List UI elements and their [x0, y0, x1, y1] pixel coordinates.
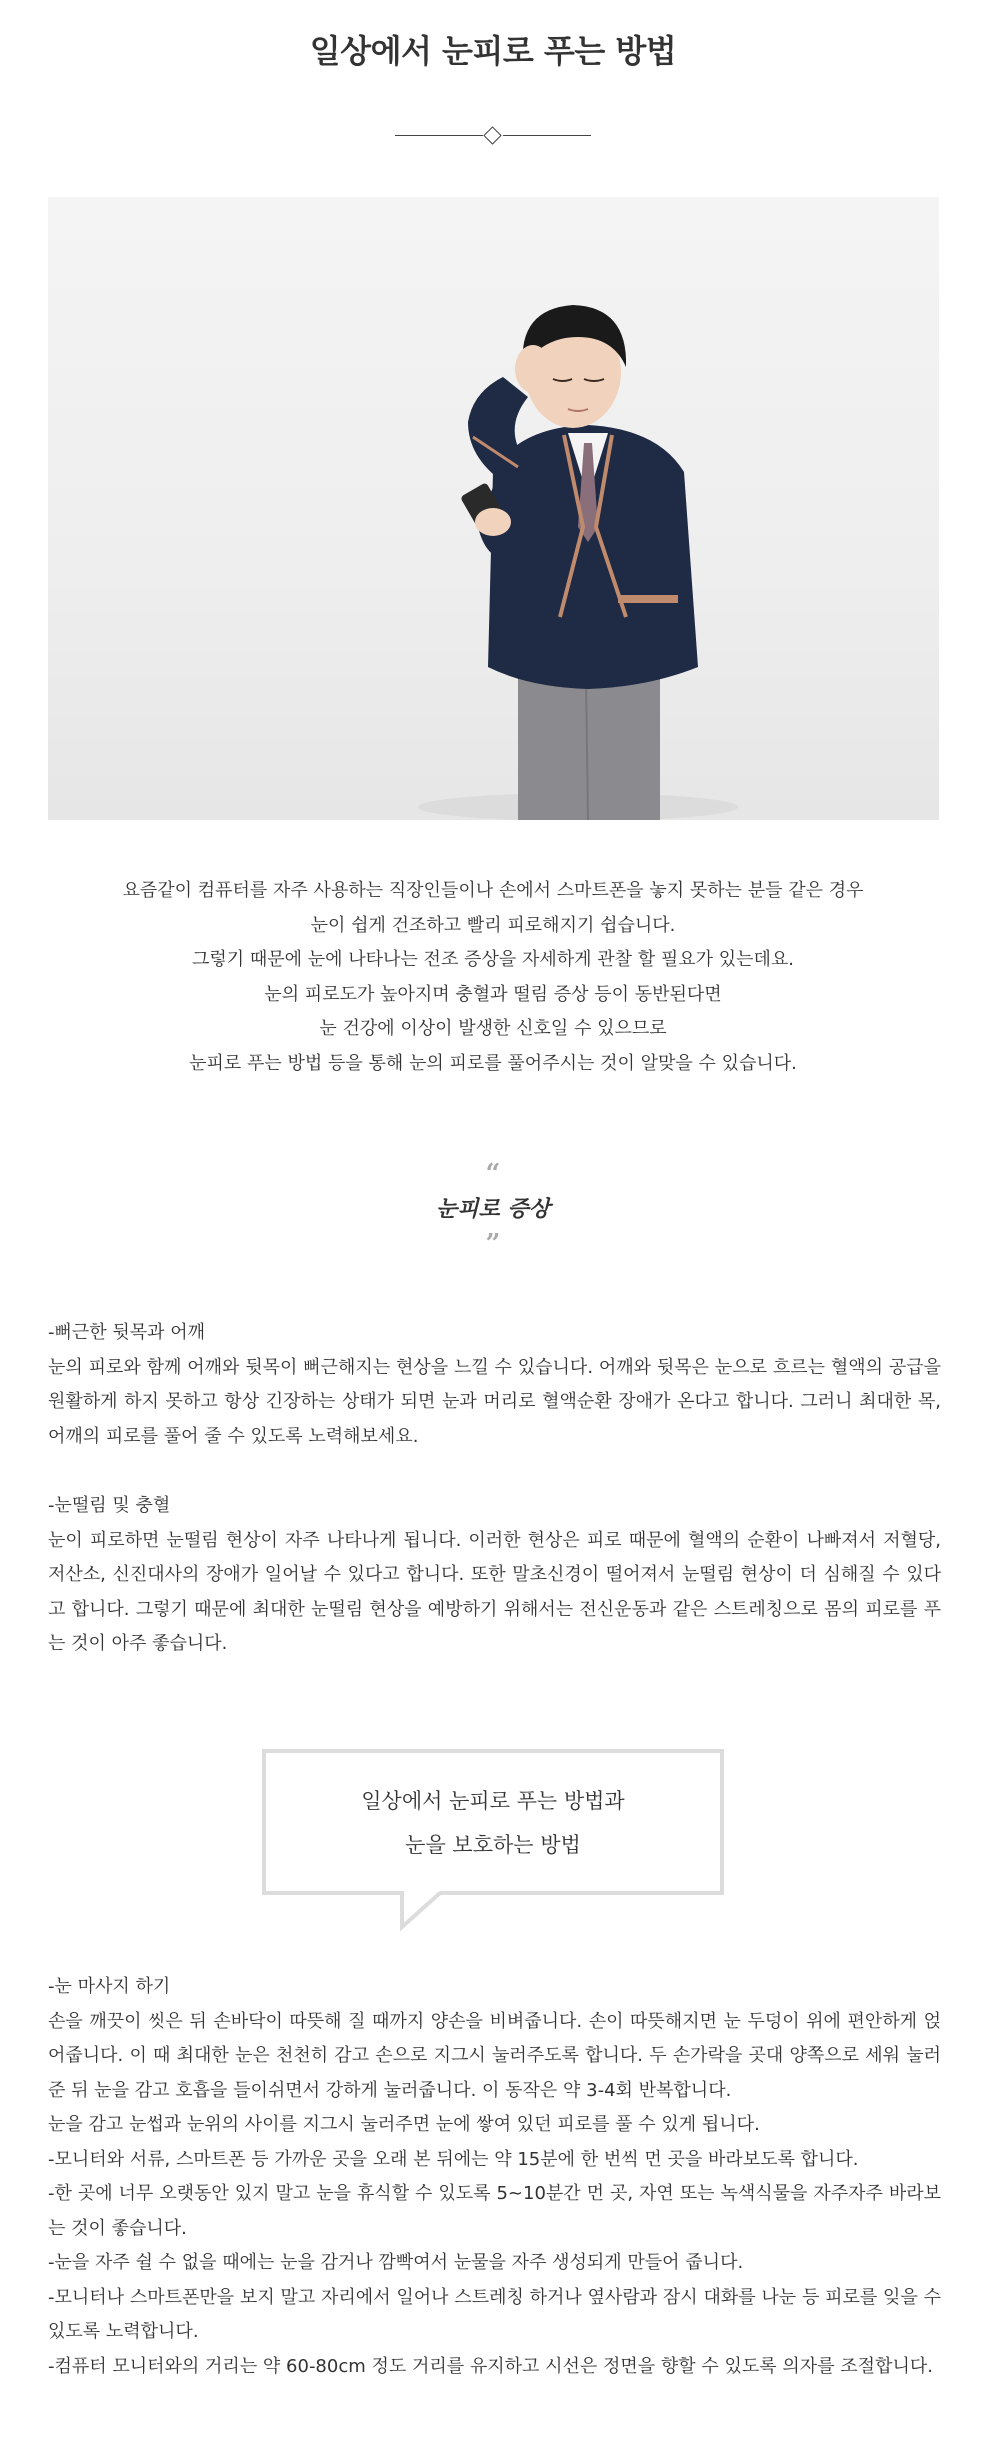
intro-line: 눈이 쉽게 건조하고 빨리 피로해지기 쉽습니다.: [310, 914, 676, 936]
method-body: 눈을 감고 눈썹과 눈위의 사이를 지그시 눌러주면 눈에 쌓여 있던 피로를 풀 수 있게 됩니다.: [48, 2114, 760, 2135]
intro-line: 눈 건강에 이상이 발생한 신호일 수 있으므로: [319, 1018, 667, 1039]
symptom-quote-heading: [0, 1160, 986, 1258]
close-quote-icon: ”: [485, 1229, 501, 1259]
method-body: 손을 깨끗이 씻은 뒤 손바닥이 따뜻해 질 때까지 양손을 비벼줍니다. 손이 따뜻해지면 눈 두덩이 위에 편안하게 얹어줍니다. 이 때 최대한 눈은 천천히 감고 손으로 지그시 눌러주도록 합니다. 두 손가락을 곳대 양쪽으로 세워 눌러준 뒤 눈을 감고 호흡을 들이쉬면서 강하게 눌러줍니다. 이 동작은 약 3-4회 반복합니다.: [48, 2010, 941, 2101]
speech-bubble-tail: [400, 1891, 444, 1931]
method-heading: -눈 마사지 하기: [48, 1976, 171, 1997]
symptom-heading: -뻐근한 뒷목과 어깨: [48, 1322, 206, 1343]
intro-paragraph: [0, 874, 986, 1081]
divider-line-left: [395, 135, 483, 136]
divider-line-right: [503, 135, 591, 136]
intro-line: 눈피로 푸는 방법 등을 통해 눈의 피로를 풀어주시는 것이 알맞을 수 있습니다.: [189, 1052, 797, 1074]
method-item: -모니터와 서류, 스마트폰 등 가까운 곳을 오래 본 뒤에는 약 15분에 한 번씩 먼 곳을 바라보도록 합니다.: [48, 2148, 859, 2170]
method-item: -컴퓨터 모니터와의 거리는 약 60-80cm 정도 거리를 유지하고 시선은 정면을 향할 수 있도록 의자를 조절합니다.: [48, 2355, 933, 2377]
student-illustration: [48, 197, 939, 820]
intro-line: 요즘같이 컴퓨터를 자주 사용하는 직장인들이나 손에서 스마트폰을 놓지 못하는 분들 같은 경우: [122, 880, 864, 901]
diamond-icon: [483, 126, 501, 144]
speech-bubble: [262, 1749, 724, 1895]
symptom-twitching-redness: [48, 1489, 941, 1662]
section-heading: 눈피로 증상: [436, 1196, 550, 1222]
method-item: -눈을 자주 쉴 수 없을 때에는 눈을 감거나 깜빡여서 눈물을 자주 생성되게 만들어 줍니다.: [48, 2252, 744, 2273]
bubble-line: 눈을 보호하는 방법: [405, 1833, 581, 1857]
intro-line: 그렇기 때문에 눈에 나타나는 전조 증상을 자세하게 관찰 할 필요가 있는데요.: [192, 949, 794, 970]
symptom-neck-shoulder: [48, 1316, 941, 1454]
title-divider: [395, 124, 591, 148]
symptom-body: 눈의 피로와 함께 어깨와 뒷목이 뻐근해지는 현상을 느낄 수 있습니다. 어깨와 뒷목은 눈으로 흐르는 혈액의 공급을 원활하게 하지 못하고 항상 긴장하는 상태가 되면 눈과 머리로 혈액순환 장애가 온다고 합니다. 그러니 최대한 목, 어깨의 피로를 풀어 줄 수 있도록 노력해보세요.: [48, 1356, 941, 1447]
method-item: -모니터나 스마트폰만을 보지 말고 자리에서 일어나 스트레칭 하거나 옆사람과 잠시 대화를 나눈 등 피로를 잊을 수 있도록 노력합니다.: [48, 2286, 941, 2342]
symptom-heading: -눈떨림 및 충혈: [48, 1495, 171, 1516]
intro-line: 눈의 피로도가 높아지며 충혈과 떨림 증상 등이 동반된다면: [264, 983, 722, 1005]
method-item: -한 곳에 너무 오랫동안 있지 말고 눈을 휴식할 수 있도록 5~10분간 먼 곳, 자연 또는 녹색식물을 자주자주 바라보는 것이 좋습니다.: [48, 2183, 941, 2239]
eye-care-methods: [48, 1970, 941, 2384]
student-rubbing-eyes-photo: [48, 197, 939, 820]
symptom-body: 눈이 피로하면 눈떨림 현상이 자주 나타나게 됩니다. 이러한 현상은 피로 때문에 혈액의 순환이 나빠져서 저혈당, 저산소, 신진대사의 장애가 일어날 수 있다고 합니다. 또한 말초신경이 떨어져서 눈떨림 현상이 더 심해질 수 있다고 합니다. 그렇기 때문에 최대한 눈떨림 현상을 예방하기 위해서는 전신운동과 같은 스트레칭으로 몸의 피로를 푸는 것이 아주 좋습니다.: [48, 1529, 941, 1654]
page-title: 일상에서 눈피로 푸는 방법: [309, 32, 677, 70]
bubble-line: 일상에서 눈피로 푸는 방법과: [361, 1789, 625, 1813]
open-quote-icon: “: [485, 1159, 501, 1189]
